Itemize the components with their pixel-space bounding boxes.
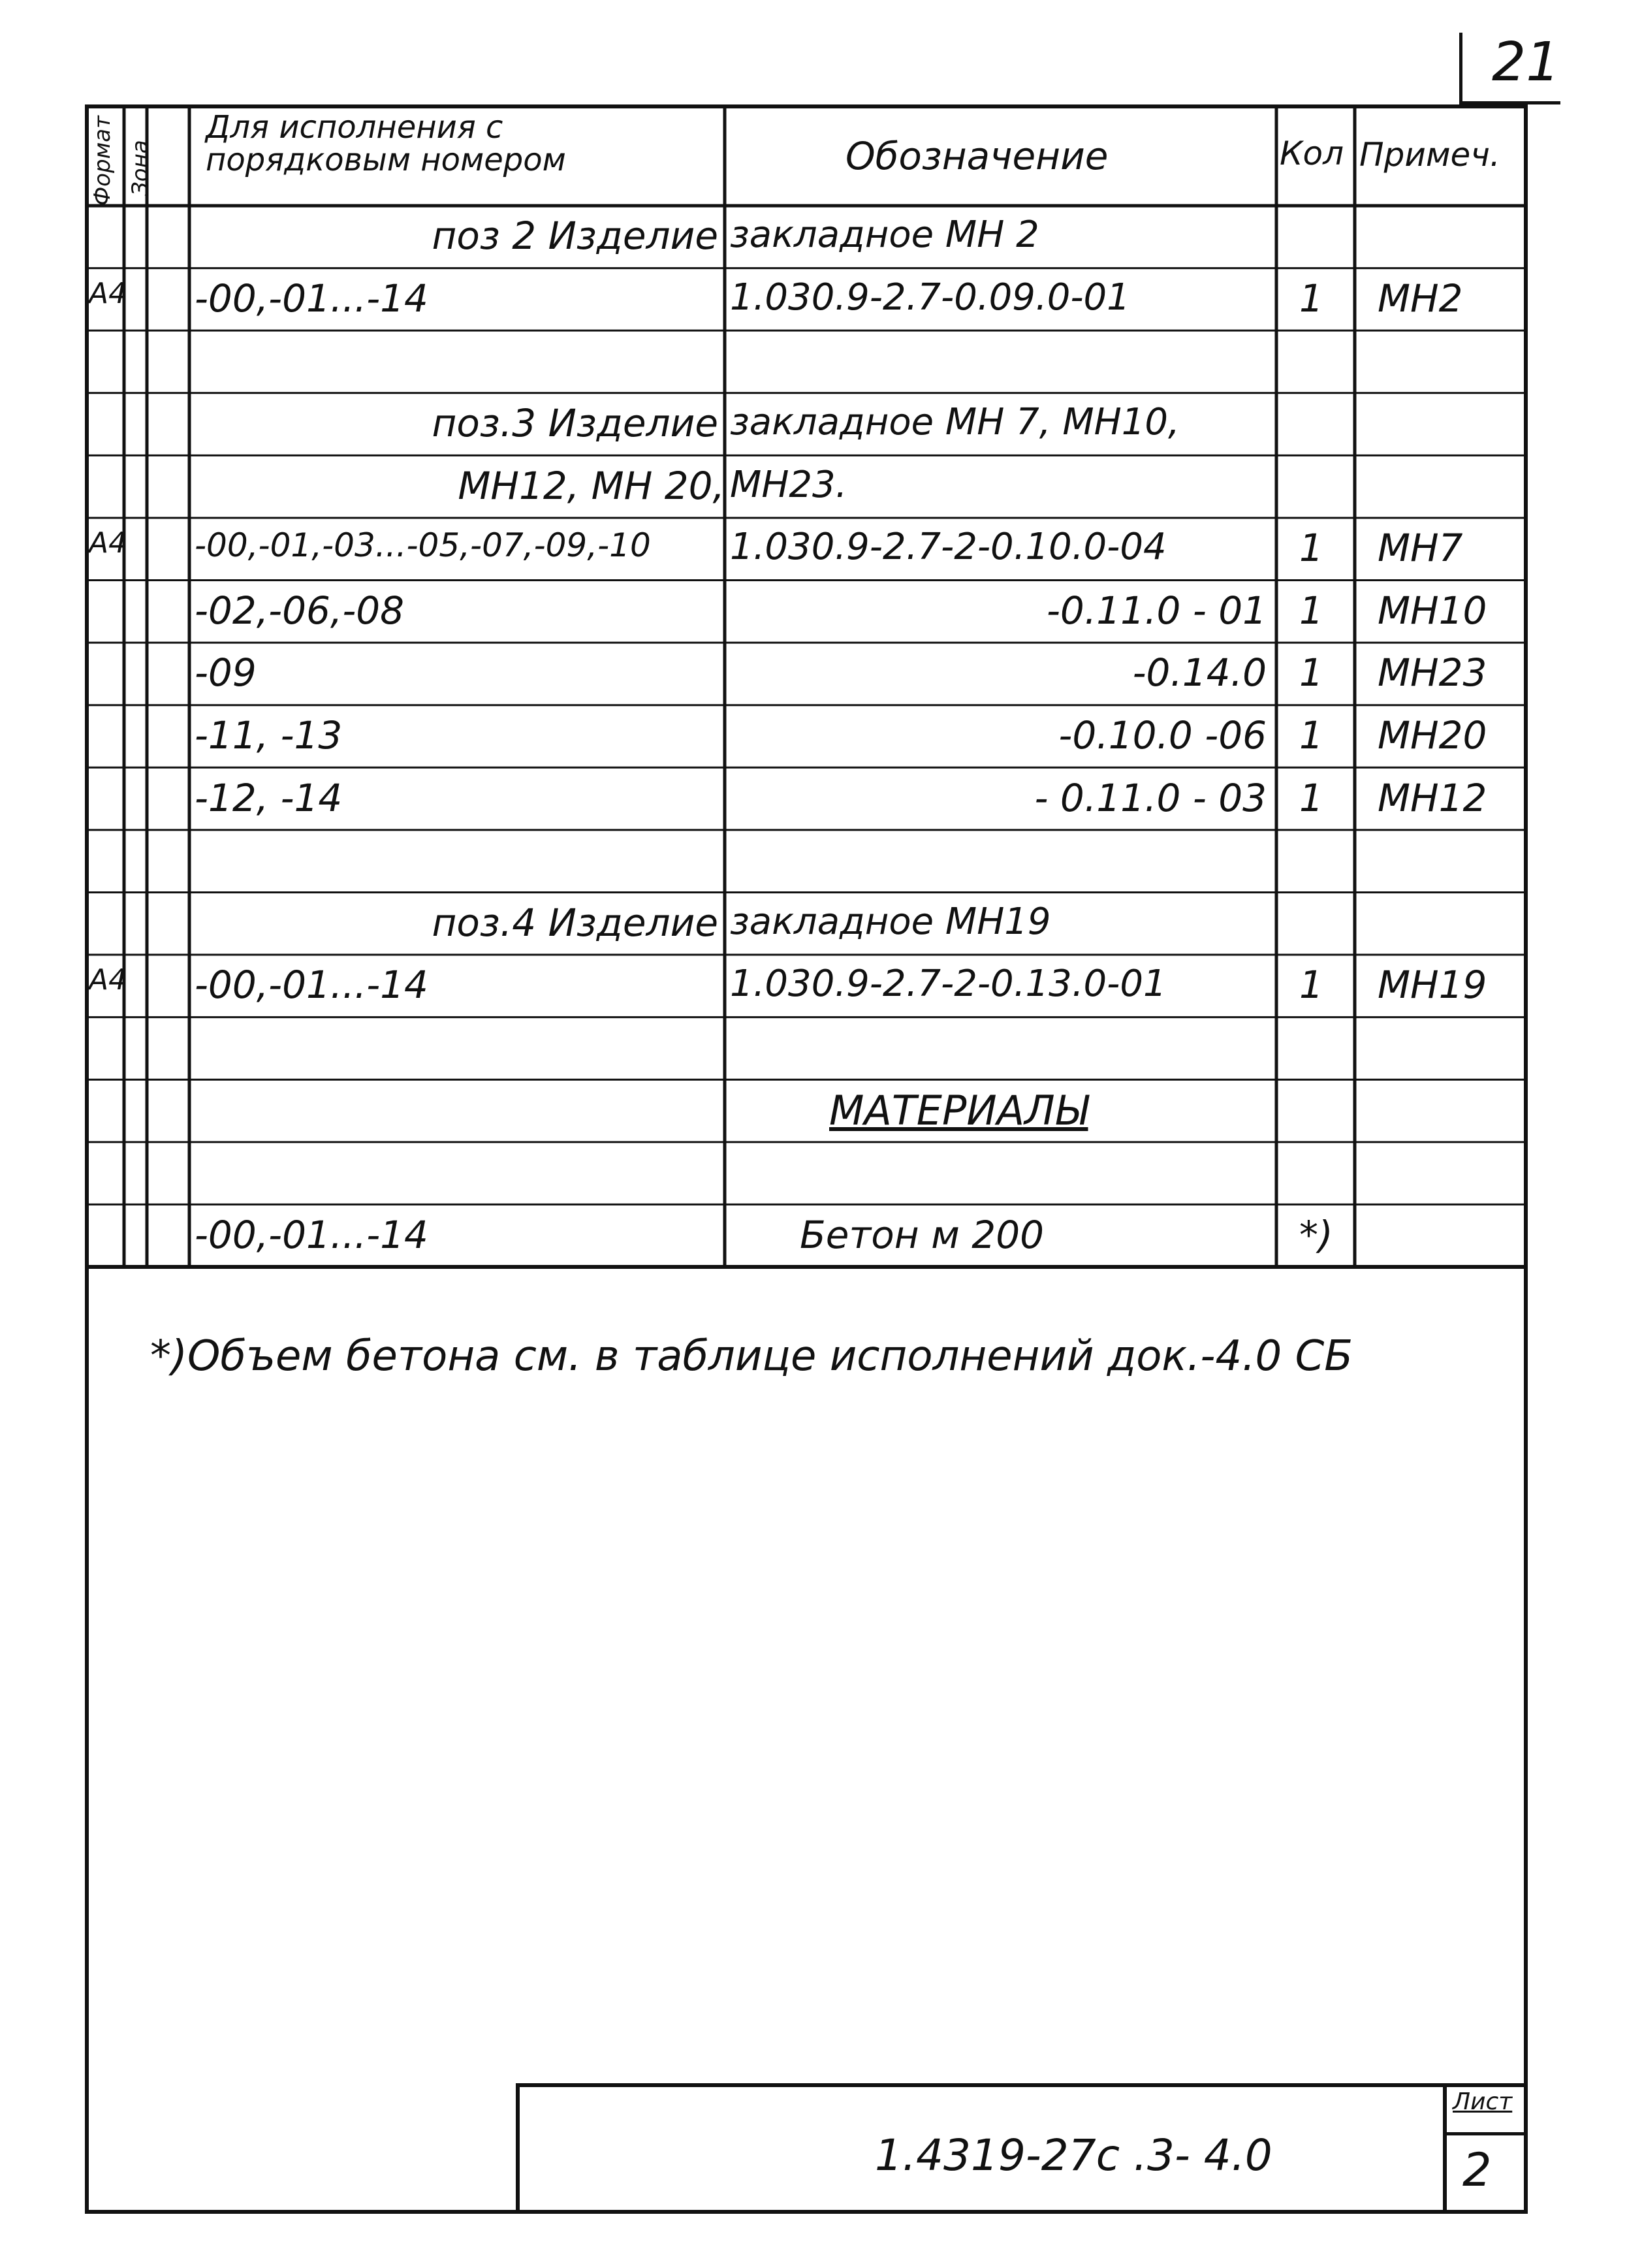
cell-note: МН23	[1378, 650, 1487, 695]
header-note: Примеч.	[1359, 136, 1500, 174]
cell-note: МН10	[1378, 588, 1487, 633]
cell-designation: -0.14.0	[1132, 650, 1267, 695]
header-format: Формат	[89, 116, 116, 206]
cell-format: А4	[89, 526, 127, 560]
footnote: *)Объем бетона см. в таблице исполнений док.-4.0 СБ	[150, 1332, 1353, 1381]
sheet-number: 2	[1462, 2143, 1492, 2197]
cell-qty: 1	[1299, 775, 1323, 820]
sheet-divider	[1443, 2132, 1528, 2135]
cell-designation: -0.10.0 -06	[1058, 712, 1267, 758]
cell-note: МН7	[1378, 526, 1463, 571]
cell-qty: 1	[1299, 526, 1323, 571]
cell-note: МН2	[1378, 276, 1463, 321]
cell-exec: поз.4 Изделие	[432, 900, 718, 945]
cell-designation: закладное МН 7, МН10,	[730, 400, 1180, 443]
cell-qty: 1	[1299, 963, 1323, 1008]
cell-exec: поз 2 Изделие	[432, 214, 718, 259]
cell-designation: 1.030.9-2.7-0.09.0-01	[730, 276, 1130, 319]
cell-designation: -0.11.0 - 01	[1046, 588, 1267, 633]
cell-designation: - 0.11.0 - 03	[1034, 775, 1267, 820]
cell-note: МН19	[1378, 963, 1487, 1008]
cell-designation: 1.030.9-2.7-2-0.10.0-04	[730, 526, 1167, 569]
cell-designation: Бетон м 200	[800, 1212, 1044, 1257]
cell-qty: 1	[1299, 650, 1323, 695]
cell-designation: закладное МН 2	[730, 214, 1039, 257]
cell-note: МН20	[1378, 712, 1487, 758]
cell-exec: -11, -13	[195, 712, 343, 758]
cell-exec: -00,-01...-14	[195, 276, 428, 321]
cell-exec: -02,-06,-08	[195, 588, 405, 633]
cell-designation: МН23.	[730, 463, 847, 506]
header-designation: Обозначение	[845, 134, 1109, 178]
cell-exec: -09	[195, 650, 257, 695]
header-for-execution: Для исполнения с порядковым номером	[206, 109, 566, 179]
header-qty: Кол	[1280, 135, 1344, 172]
cell-qty: 1	[1299, 712, 1323, 758]
cell-note: МН12	[1378, 775, 1487, 820]
cell-qty: 1	[1299, 276, 1323, 321]
page-number: 21	[1492, 31, 1560, 93]
cell-exec: -12, -14	[195, 775, 343, 820]
cell-designation: закладное МН19	[730, 900, 1051, 943]
cell-designation: 1.030.9-2.7-2-0.13.0-01	[730, 963, 1167, 1006]
cell-designation: МАТЕРИАЛЫ	[829, 1087, 1088, 1135]
cell-exec: -00,-01,-03...-05,-07,-09,-10	[195, 526, 651, 565]
cell-format: А4	[89, 963, 127, 997]
cell-exec: -00,-01...-14	[195, 1212, 428, 1257]
cell-qty: *)	[1299, 1212, 1333, 1257]
cell-format: А4	[89, 276, 127, 310]
cell-exec: поз.3 Изделие	[432, 400, 718, 445]
cell-qty: 1	[1299, 588, 1323, 633]
header-zone: Зона	[127, 140, 153, 196]
document-code: 1.4319-27с .3- 4.0	[875, 2130, 1272, 2180]
sheet-label: Лист	[1453, 2088, 1513, 2115]
cell-exec: МН12, МН 20,	[458, 463, 725, 508]
cell-exec: -00,-01...-14	[195, 963, 428, 1008]
